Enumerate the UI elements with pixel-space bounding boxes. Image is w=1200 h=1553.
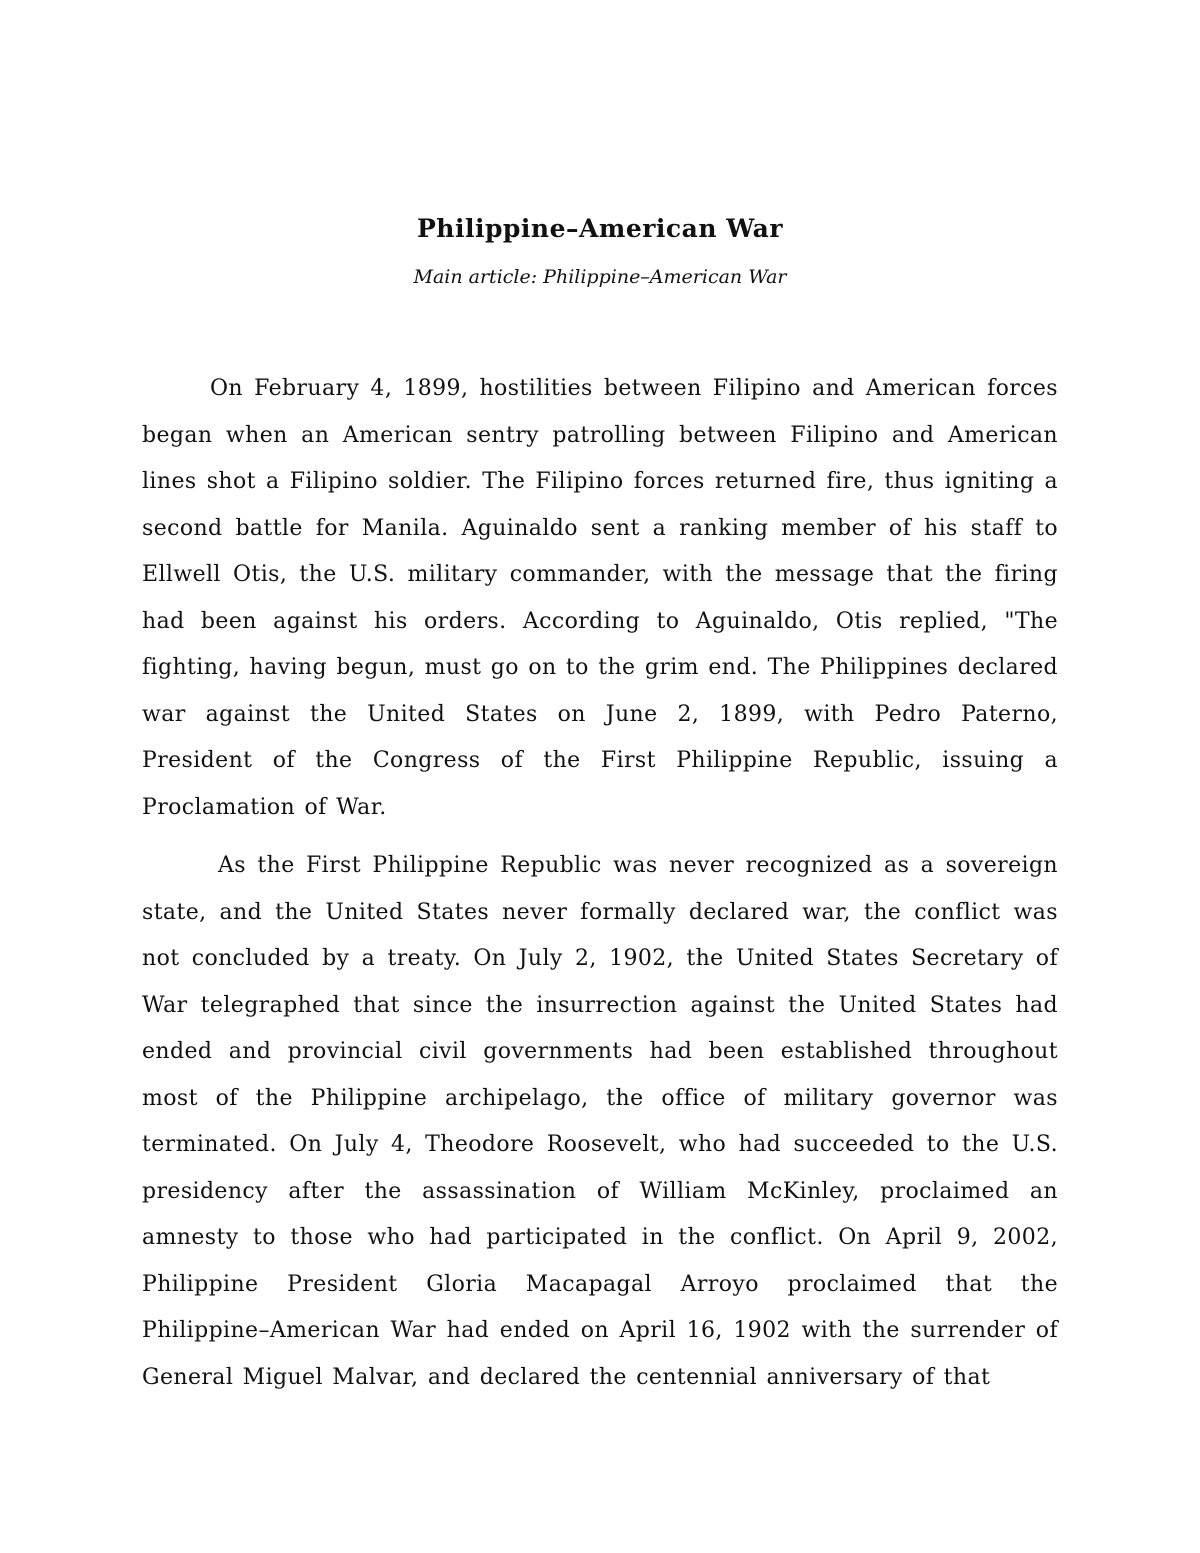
paragraph-2: As the First Philippine Republic was never recognized as a sovereign state, and the United States never formally declared war, the conflict was not concluded by a treaty. On July 2, 1902, the United States Secretary of War telegraphed that since the insurrection against the United States had ended and provincial civil governments had been established throughout most of the Philippine archipelago, the office of military governor was terminated. On July 4, Theodore Roosevelt, who had succeeded to the U.S. presidency after the assassination of William McKinley, proclaimed an amnesty to those who had participated in the conflict. On April 9, 2002, Philippine President Gloria Macapagal Arroyo proclaimed that the Philippine–American War had ended on April 16, 1902 with the surrender of General Miguel Malvar, and declared the centennial anniversary of that xyxy=(142,853,1058,1390)
paragraph-1: On February 4, 1899, hostilities between Filipino and American forces began when an American sentry patrolling between Filipino and American lines shot a Filipino soldier. The Filipino forces returned fire, thus igniting a second battle for Manila. Aguinaldo sent a ranking member of his staff to Ellwell Otis, the U.S. military commander, with the message that the firing had been against his orders. According to Aguinaldo, Otis replied, "The fighting, having begun, must go on to the grim end. The Philippines declared war against the United States on June 2, 1899, with Pedro Paterno, President of the Congress of the First Philippine Republic, issuing a Proclamation of War. xyxy=(142,376,1058,820)
page-title: Philippine–American War xyxy=(416,214,783,243)
body-text xyxy=(142,366,1058,1401)
main-article-note: Main article: Philippine–American War xyxy=(413,266,787,288)
